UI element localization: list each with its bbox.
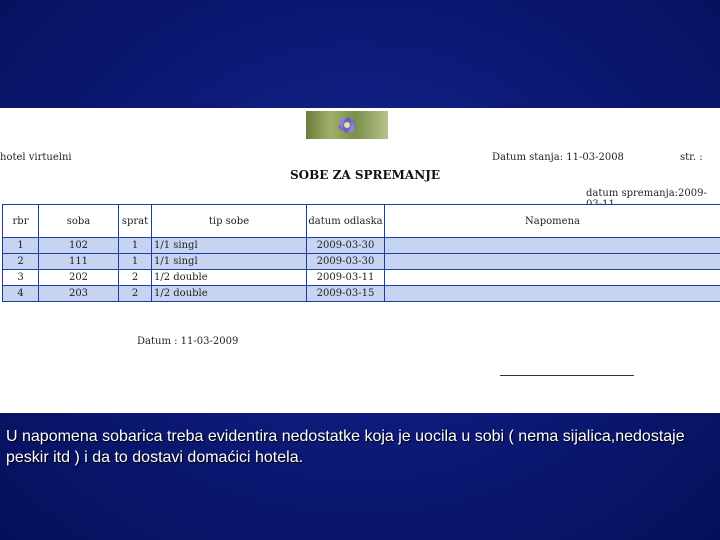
column-header-tip-sobe: tip sobe (152, 205, 307, 238)
signature-line (500, 375, 634, 376)
cell-soba: 202 (39, 270, 119, 286)
column-header-napomena: Napomena (385, 205, 720, 238)
cell-datum-odlaska: 2009-03-11 (307, 270, 385, 286)
cell-sprat: 1 (119, 238, 152, 254)
cleaning-date: datum spremanja:2009- (586, 188, 707, 199)
cell-soba: 203 (39, 286, 119, 302)
cell-datum-odlaska: 2009-03-15 (307, 286, 385, 302)
cell-datum-odlaska: 2009-03-30 (307, 238, 385, 254)
cell-rbr: 1 (3, 238, 39, 254)
cell-soba: 111 (39, 254, 119, 270)
cell-napomena[interactable] (385, 238, 720, 254)
slide-caption: U napomena sobarica treba evidentira nedostatke koja je uocila u sobi ( nema sijalica,nedostaje peskir itd ) i da to dostavi domaćici hotela. (6, 428, 685, 466)
cell-tip-sobe: 1/2 double (152, 270, 307, 286)
cell-napomena[interactable] (385, 254, 720, 270)
table-row (3, 254, 720, 270)
cell-rbr: 2 (3, 254, 39, 270)
cell-rbr: 3 (3, 270, 39, 286)
table-row (3, 238, 720, 254)
cell-soba: 102 (39, 238, 119, 254)
cell-sprat: 2 (119, 270, 152, 286)
cell-datum-odlaska: 2009-03-30 (307, 254, 385, 270)
table-row (3, 286, 720, 302)
cell-tip-sobe: 1/2 double (152, 286, 307, 302)
page-number-label: str. : (680, 152, 703, 163)
column-header-datum-odlaska: datum odlaska (307, 205, 385, 238)
report-title: SOBE ZA SPREMANJE (290, 168, 441, 182)
column-header-soba: soba (39, 205, 119, 238)
footer-date: Datum : 11-03-2009 (137, 336, 239, 347)
flower-icon (306, 111, 388, 139)
column-header-rbr: rbr (3, 205, 39, 238)
cell-sprat: 2 (119, 286, 152, 302)
cell-napomena[interactable] (385, 286, 720, 302)
table-header-row (3, 205, 720, 238)
report-panel (0, 108, 720, 413)
table-row (3, 270, 720, 286)
rooms-table (2, 204, 720, 302)
column-header-sprat: sprat (119, 205, 152, 238)
cell-napomena[interactable] (385, 270, 720, 286)
cell-tip-sobe: 1/1 singl (152, 254, 307, 270)
cell-sprat: 1 (119, 254, 152, 270)
hotel-name: hotel virtuelni (0, 152, 72, 163)
cell-tip-sobe: 1/1 singl (152, 238, 307, 254)
cell-rbr: 4 (3, 286, 39, 302)
report-state-date: Datum stanja: 11-03-2008 (492, 152, 624, 163)
